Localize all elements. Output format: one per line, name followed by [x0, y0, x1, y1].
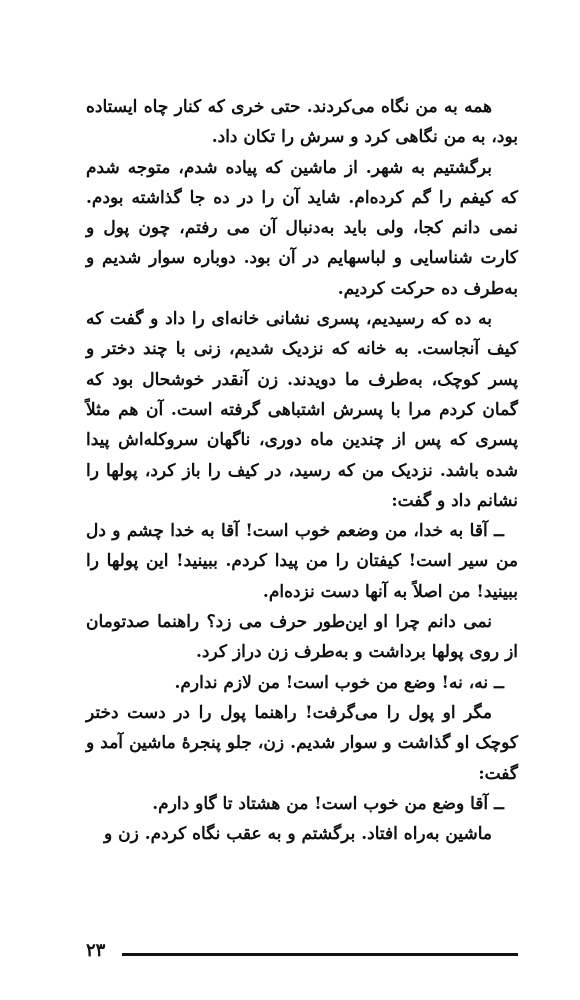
paragraph-5: نمی دانم چرا او این‌طور حرف می زد؟ راهنما صدتومان از روی پولها برداشت و به‌طرف زن دراز کرد. [86, 612, 518, 663]
paragraph-1: همه به من نگاه می‌کردند. حتی خری که کنار چاه ایستاده بود، به من نگاهی کرد و سرش را تکان داد. [86, 97, 518, 148]
page-footer [86, 936, 518, 966]
paragraph-2: برگشتیم به شهر. از ماشین که پیاده شدم، متوجه شدم که کیفم را گم کرده‌ام. شاید آن را در ده جا گذاشته بودم. نمی دانم کجا، ولی باید به‌دنبال آن می رفتم، چون پول و کارت شناسایی و لباسهایم در آن بود. دوباره سوار شدیم و به‌طرف ده حرکت کردیم. [86, 157, 518, 299]
page-number: ۲۳ [86, 940, 106, 961]
paragraph-4-dialogue: ــ آقا به خدا، من وضعم خوب است! آقا به خدا چشم و دل من سیر است! کیفتان را من پیدا کردم. ببینید! این پولها را ببینید! من اصلاً به آنها دست نزده‌ام. [86, 521, 518, 602]
paragraph-6-dialogue: ــ نه، نه! وضع من خوب است! من لازم ندارم. [174, 672, 504, 693]
footer-rule [122, 953, 518, 956]
paragraph-3: به ده که رسیدیم، پسری نشانی خانه‌ای را داد و گفت که کیف آنجاست. به خانه که نزدیک شدیم، زنی با چند دختر و پسر کوچک، به‌طرف ما دویدند. زن آنقدر خوشحال بود که گمان کردم مرا با پسرش اشتباهی گرفته است. آن هم مثلاً پسری که پس از چندین ماه دوری، ناگهان سروکله‌اش پیدا شده باشد. نزدیک من که رسید، در کیف را باز کرد، پولها را نشانم داد و گفت: [86, 309, 518, 511]
paragraph-9: ماشین به‌راه افتاد. برگشتم و به عقب نگاه کردم. زن و [103, 824, 492, 845]
paragraph-8-dialogue: ــ آقا وضع من خوب است! من هشتاد تا گاو دارم. [152, 793, 504, 814]
paragraph-7: مگر او پول را می‌گرفت! راهنما پول را در دست دختر کوچک او گذاشت و سوار شدیم. زن، جلو پنجرهٔ ماشین آمد و گفت: [86, 702, 518, 784]
body-text [86, 92, 518, 849]
